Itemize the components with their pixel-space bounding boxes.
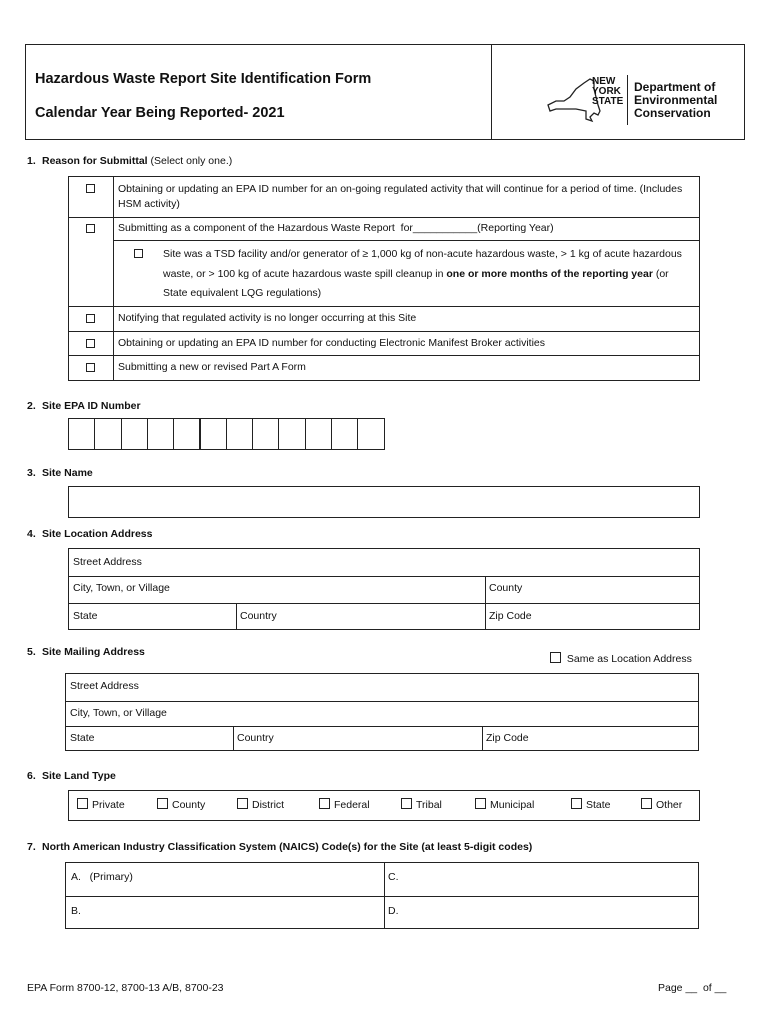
mailing-street-field[interactable] [66, 674, 698, 701]
mailing-country-field[interactable] [234, 726, 482, 750]
reason-2-checkbox[interactable] [86, 224, 95, 233]
reason-option-4[interactable] [69, 331, 699, 355]
reason-option-5[interactable] [69, 355, 699, 380]
land-type-checkbox[interactable] [571, 798, 582, 809]
section-4-title: 4. Site Location Address [27, 528, 153, 540]
mailing-state-field[interactable] [66, 726, 233, 750]
section-1-title: 1. Reason for Submittal (Select only one.) [27, 155, 233, 167]
form-header [25, 44, 745, 140]
same-as-location-label: Same as Location Address [566, 653, 692, 665]
epa-id-digit-box[interactable] [121, 418, 148, 450]
mailing-country-label: Country [237, 732, 274, 744]
epa-id-digit-box[interactable] [94, 418, 121, 450]
epa-id-digit-box[interactable] [200, 418, 227, 450]
logo-new: NEW [592, 76, 616, 87]
epa-id-digit-box[interactable] [331, 418, 358, 450]
naics-d-label: D. [388, 905, 399, 917]
calendar-year-title: Calendar Year Being Reported- 2021 [35, 105, 285, 121]
mailing-zip-label: Zip Code [486, 732, 529, 744]
nys-dec-logo [546, 73, 736, 129]
epa-id-digit-box[interactable] [305, 418, 332, 450]
land-type-box [68, 790, 700, 821]
reason-4-checkbox[interactable] [86, 339, 95, 348]
land-type-municipal[interactable] [475, 798, 534, 811]
footer-form-number: EPA Form 8700-12, 8700-13 A/B, 8700-23 [27, 982, 224, 994]
land-type-checkbox[interactable] [237, 798, 248, 809]
section-5-title: 5. Site Mailing Address [27, 646, 145, 658]
land-type-label: Other [656, 799, 683, 811]
naics-d-field[interactable] [385, 896, 698, 928]
logo-state: STATE [592, 96, 624, 107]
land-type-label: Federal [334, 799, 370, 811]
land-type-checkbox[interactable] [77, 798, 88, 809]
epa-id-digit-box[interactable] [173, 418, 200, 450]
reason-3-checkbox[interactable] [86, 314, 95, 323]
header-divider [491, 45, 492, 139]
land-type-state[interactable] [571, 798, 611, 811]
naics-a-field[interactable] [66, 863, 384, 896]
reason-table [68, 176, 700, 381]
land-type-county[interactable] [157, 798, 205, 811]
mailing-street-label: Street Address [70, 680, 139, 692]
logo-divider [627, 75, 628, 125]
location-city-label: City, Town, or Village [73, 582, 170, 594]
land-type-checkbox[interactable] [475, 798, 486, 809]
location-city-field[interactable] [69, 576, 485, 603]
epa-id-digit-box[interactable] [68, 418, 95, 450]
mailing-state-label: State [70, 732, 95, 744]
land-type-label: State [586, 799, 611, 811]
reason-option-3[interactable] [69, 306, 699, 331]
land-type-tribal[interactable] [401, 798, 442, 811]
epa-id-digit-box[interactable] [357, 418, 384, 450]
section-2-title: 2. Site EPA ID Number [27, 400, 141, 412]
reason-1-label: Obtaining or updating an EPA ID number for an on-going regulated activity that will continue for a period of time. (Includes HSM activity) [118, 183, 683, 210]
land-type-checkbox[interactable] [401, 798, 412, 809]
land-type-district[interactable] [237, 798, 284, 811]
mailing-address-table [65, 673, 699, 751]
mailing-city-label: City, Town, or Village [70, 707, 167, 719]
mailing-city-field[interactable] [66, 701, 698, 726]
reason-option-2[interactable] [69, 217, 699, 240]
section-6-title: 6. Site Land Type [27, 770, 116, 782]
epa-id-digit-box[interactable] [147, 418, 174, 450]
site-name-input[interactable] [68, 486, 700, 518]
logo-dept-2: Environmental [634, 93, 718, 107]
land-type-checkbox[interactable] [157, 798, 168, 809]
naics-b-field[interactable] [66, 896, 384, 928]
reason-2-label: Submitting as a component of the Hazardous Waste Report for___________(Reporting Year) [118, 222, 554, 234]
land-type-label: Tribal [416, 799, 442, 811]
naics-c-label: C. [388, 871, 399, 883]
naics-b-label: B. [71, 905, 81, 917]
reason-5-label: Submitting a new or revised Part A Form [118, 361, 306, 373]
reason-4-label: Obtaining or updating an EPA ID number for conducting Electronic Manifest Broker activities [118, 337, 546, 349]
epa-id-digit-box[interactable] [226, 418, 253, 450]
land-type-checkbox[interactable] [319, 798, 330, 809]
form-title: Hazardous Waste Report Site Identification Form [35, 71, 372, 87]
same-as-location-checkbox[interactable] [550, 652, 561, 663]
location-country-field[interactable] [237, 603, 485, 629]
location-county-field[interactable] [486, 576, 699, 603]
location-street-label: Street Address [73, 556, 142, 568]
location-street-field[interactable] [69, 549, 699, 576]
logo-dept-1: Department of [634, 80, 716, 94]
land-type-private[interactable] [77, 798, 125, 811]
reason-5-checkbox[interactable] [86, 363, 95, 372]
location-address-table [68, 548, 700, 630]
location-state-label: State [73, 610, 98, 622]
location-county-label: County [489, 582, 523, 594]
epa-id-digit-box[interactable] [278, 418, 305, 450]
land-type-label: Municipal [490, 799, 535, 811]
land-type-label: Private [92, 799, 125, 811]
same-as-location-option[interactable] [550, 652, 692, 665]
section-3-title: 3. Site Name [27, 467, 93, 479]
reason-option-2-sub[interactable] [113, 240, 699, 306]
land-type-other[interactable] [641, 798, 682, 811]
location-country-label: Country [240, 610, 277, 622]
land-type-label: County [172, 799, 206, 811]
footer-page-number: Page __ of __ [658, 982, 727, 994]
reason-3-label: Notifying that regulated activity is no longer occurring at this Site [118, 312, 417, 324]
epa-id-boxes [68, 418, 384, 450]
reason-1-checkbox[interactable] [86, 184, 95, 193]
reason-2-sub-checkbox[interactable] [134, 249, 143, 258]
reason-2-sub-label: Site was a TSD facility and/or generator of ≥ 1,000 kg of non-acute hazardous waste, > 1 kg of acute hazardous waste, or > 100 kg of acute hazardous waste spill cleanup in one or more months of the reporting year (or State equivalent LQG regulations) [163, 248, 682, 299]
land-type-label: District [252, 799, 285, 811]
logo-york: YORK [592, 86, 621, 97]
location-zip-field[interactable] [486, 603, 699, 629]
logo-dept-3: Conservation [634, 106, 711, 120]
location-state-field[interactable] [69, 603, 236, 629]
land-type-checkbox[interactable] [641, 798, 652, 809]
reason-option-1[interactable] [69, 177, 699, 217]
land-type-federal[interactable] [319, 798, 370, 811]
location-zip-label: Zip Code [489, 610, 532, 622]
naics-a-label: A. (Primary) [71, 871, 133, 883]
naics-c-field[interactable] [385, 863, 698, 896]
naics-table [65, 862, 699, 929]
section-7-title: 7. North American Industry Classification System (NAICS) Code(s) for the Site (at least 5-digit codes) [27, 841, 533, 853]
mailing-zip-field[interactable] [483, 726, 698, 750]
epa-id-digit-box[interactable] [252, 418, 279, 450]
